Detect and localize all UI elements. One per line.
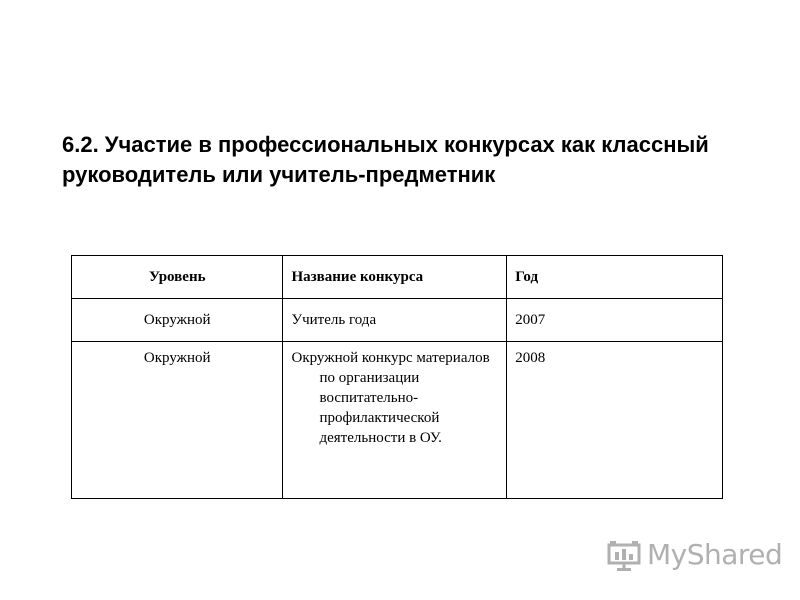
cell-year: 2007 — [507, 299, 723, 342]
slide-title: 6.2. Участие в профессиональных конкурсах как классный руководитель или учитель-предметник — [62, 132, 709, 187]
cell-contest-name-cell — [283, 342, 507, 499]
header-contest-name: Название конкурса — [283, 256, 507, 299]
presentation-board-icon — [607, 538, 641, 572]
myshared-logo — [607, 537, 782, 573]
cell-level: Окружной — [72, 342, 283, 499]
header-year: Год — [507, 256, 723, 299]
cell-level: Окружной — [72, 299, 283, 342]
header-level: Уровень — [72, 256, 283, 299]
table-header-row — [72, 256, 723, 299]
cell-contest-name: Окружной конкурс материалов по организации воспитательно-профилактической деятельности в ОУ. — [291, 350, 490, 446]
cell-year: 2008 — [507, 342, 723, 499]
cell-contest-name: Учитель года — [283, 299, 507, 342]
contest-table — [71, 255, 723, 499]
logo-text: MyShared — [647, 538, 783, 571]
table-row — [72, 342, 723, 499]
table-row — [72, 299, 723, 342]
